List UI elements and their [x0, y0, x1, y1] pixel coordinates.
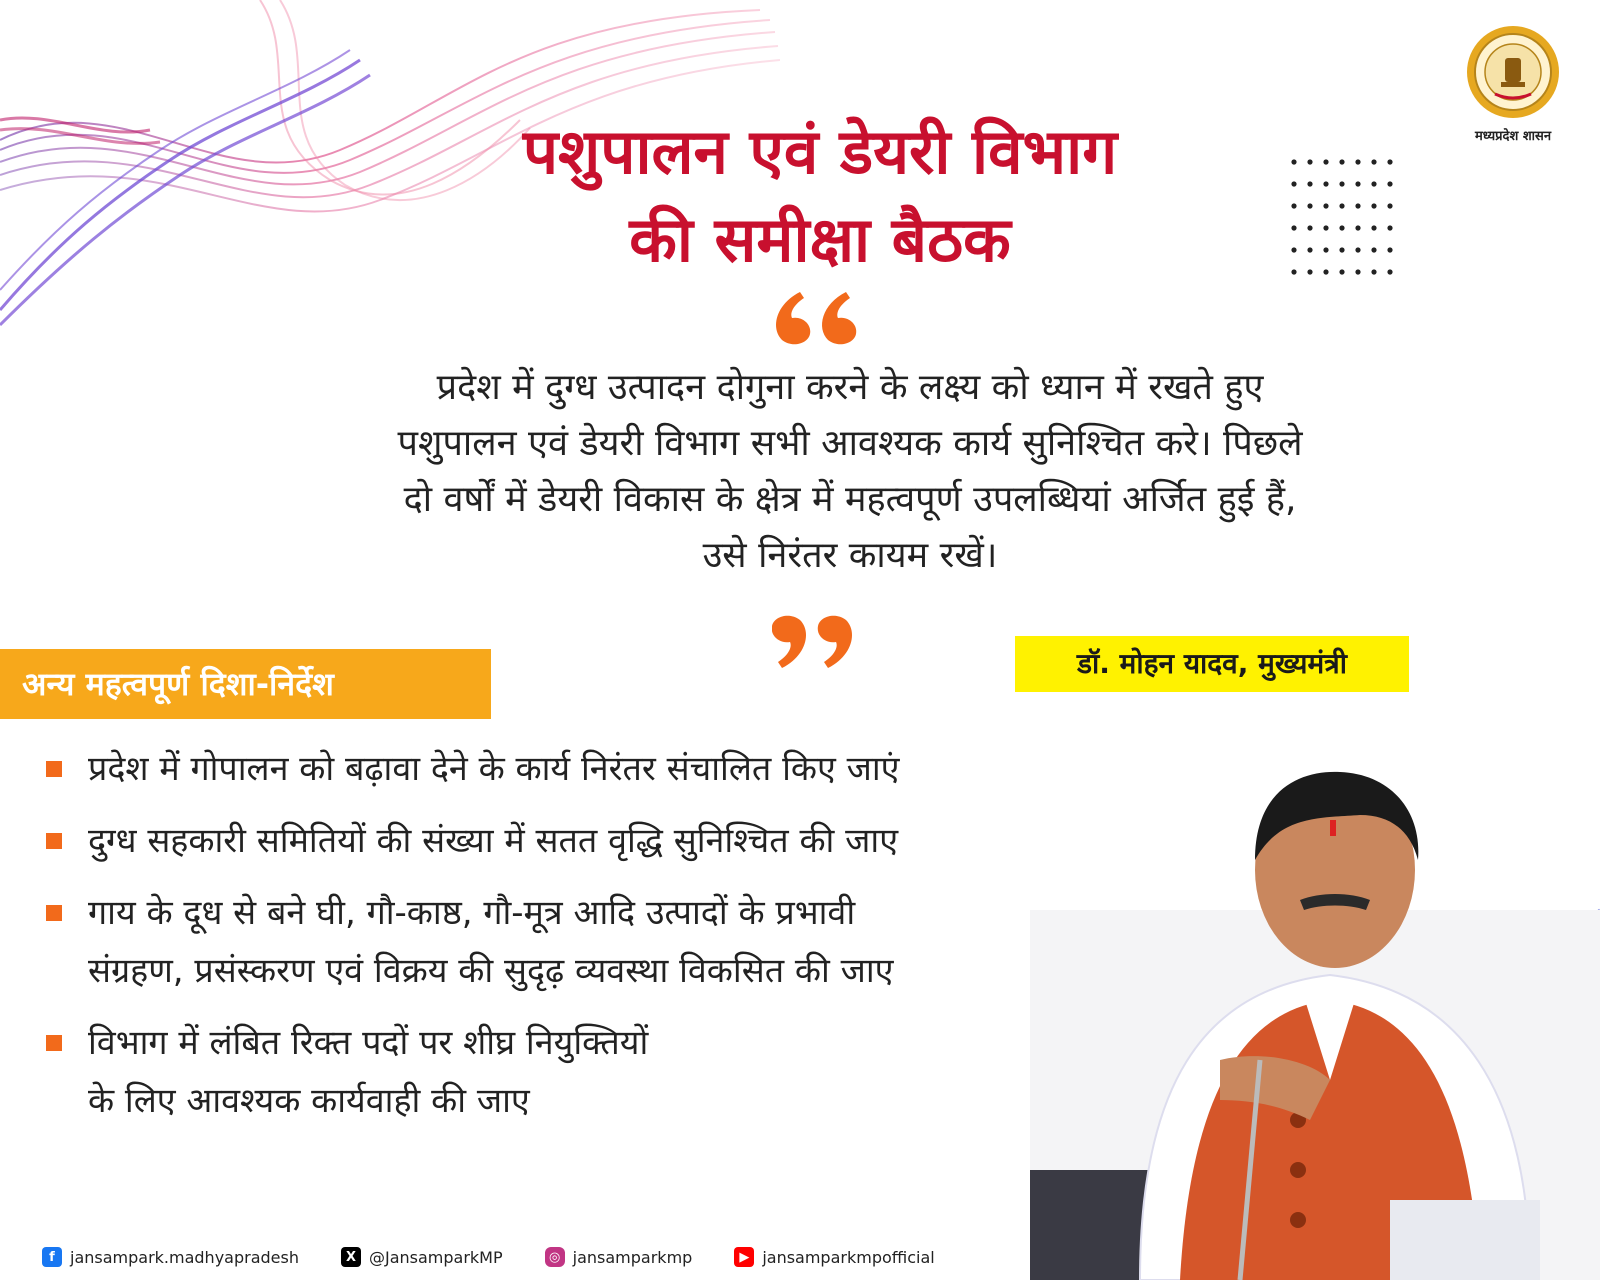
list-item-line: दुग्ध सहकारी समितियों की संख्या में सतत वृद्धि सुनिश्चित की जाए [88, 821, 899, 861]
decor-dot [1371, 159, 1376, 164]
social-link-youtube[interactable] [734, 1247, 934, 1267]
instagram-icon: ◎ [545, 1247, 565, 1267]
list-item-line: के लिए आवश्यक कार्यवाही की जाए [88, 1081, 530, 1121]
facebook-icon: f [42, 1247, 62, 1267]
title-line-1: पशुपालन एवं डेयरी विभाग [522, 115, 1118, 188]
list-item [40, 812, 1080, 870]
list-item [40, 884, 1080, 1000]
decor-dot [1339, 269, 1344, 274]
decor-dot [1355, 203, 1360, 208]
decor-dot [1387, 269, 1392, 274]
guidelines-list [40, 740, 1080, 1144]
list-item [40, 1014, 1080, 1130]
quote-line: प्रदेश में दुग्ध उत्पादन दोगुना करने के लक्ष्य को ध्यान में रखते हुए [436, 367, 1264, 408]
decor-dot [1371, 247, 1376, 252]
list-item [40, 740, 1080, 798]
decor-dot [1387, 247, 1392, 252]
bullet-square-icon [46, 833, 62, 849]
decor-dot [1339, 225, 1344, 230]
social-link-facebook[interactable] [42, 1247, 299, 1267]
decor-dot [1355, 159, 1360, 164]
bullet-square-icon [46, 1035, 62, 1051]
list-item-line: विभाग में लंबित रिक्त पदों पर शीघ्र नियुक्तियों [88, 1023, 649, 1063]
decor-dot [1339, 247, 1344, 252]
quote-text [250, 360, 1450, 584]
section-label: अन्य महत्वपूर्ण दिशा-निर्देश [0, 649, 491, 719]
social-link-x[interactable] [341, 1247, 503, 1267]
decor-dot [1355, 269, 1360, 274]
list-item-line: गाय के दूध से बने घी, गौ-काष्ठ, गौ-मूत्र आदि उत्पादों के प्रभावी [88, 893, 856, 933]
youtube-icon: ▶ [734, 1247, 754, 1267]
bullet-square-icon [46, 905, 62, 921]
quote-line: पशुपालन एवं डेयरी विभाग सभी आवश्यक कार्य सुनिश्चित करे। पिछले [397, 423, 1303, 464]
decor-dot [1371, 269, 1376, 274]
decor-dot [1355, 181, 1360, 186]
state-emblem [1463, 24, 1563, 144]
decor-dot [1371, 225, 1376, 230]
social-handle: jansamparkmp [572, 1247, 693, 1267]
decor-dot [1339, 159, 1344, 164]
decor-dot [1387, 159, 1392, 164]
decor-dot [1355, 225, 1360, 230]
decor-dot [1387, 225, 1392, 230]
emblem-caption: मध्यप्रदेश शासन [1474, 129, 1552, 144]
chief-minister-portrait [1030, 760, 1600, 1280]
social-handle: jansamparkmpofficial [762, 1247, 935, 1267]
quote-author: डॉ. मोहन यादव, मुख्यमंत्री [1015, 636, 1409, 692]
social-handle: @JansamparkMP [368, 1247, 503, 1267]
close-quote-icon [772, 612, 868, 682]
list-item-line: प्रदेश में गोपालन को बढ़ावा देने के कार्य निरंतर संचालित किए जाएं [88, 749, 900, 789]
title-line-2: की समीक्षा बैठक [629, 203, 1011, 276]
decor-dot [1387, 181, 1392, 186]
quote-line: दो वर्षों में डेयरी विकास के क्षेत्र में महत्वपूर्ण उपलब्धियां अर्जित हुई हैं, [403, 479, 1297, 520]
decor-dot [1355, 247, 1360, 252]
decor-dot [1387, 203, 1392, 208]
social-footer [42, 1244, 977, 1270]
decor-dot [1371, 181, 1376, 186]
bullet-square-icon [46, 761, 62, 777]
decor-dot [1339, 203, 1344, 208]
state-emblem-icon [1465, 24, 1561, 120]
x-icon: X [341, 1247, 361, 1267]
open-quote-icon [772, 278, 868, 348]
social-handle: jansampark.madhyapradesh [70, 1247, 299, 1267]
decor-dot [1339, 181, 1344, 186]
quote-line: उसे निरंतर कायम रखें। [702, 535, 998, 576]
list-item-line: संग्रहण, प्रसंस्करण एवं विक्रय की सुदृढ़ व्यवस्था विकसित की जाए [88, 951, 894, 991]
decor-dot [1371, 203, 1376, 208]
page-title [300, 108, 1340, 284]
social-link-instagram[interactable] [545, 1247, 693, 1267]
